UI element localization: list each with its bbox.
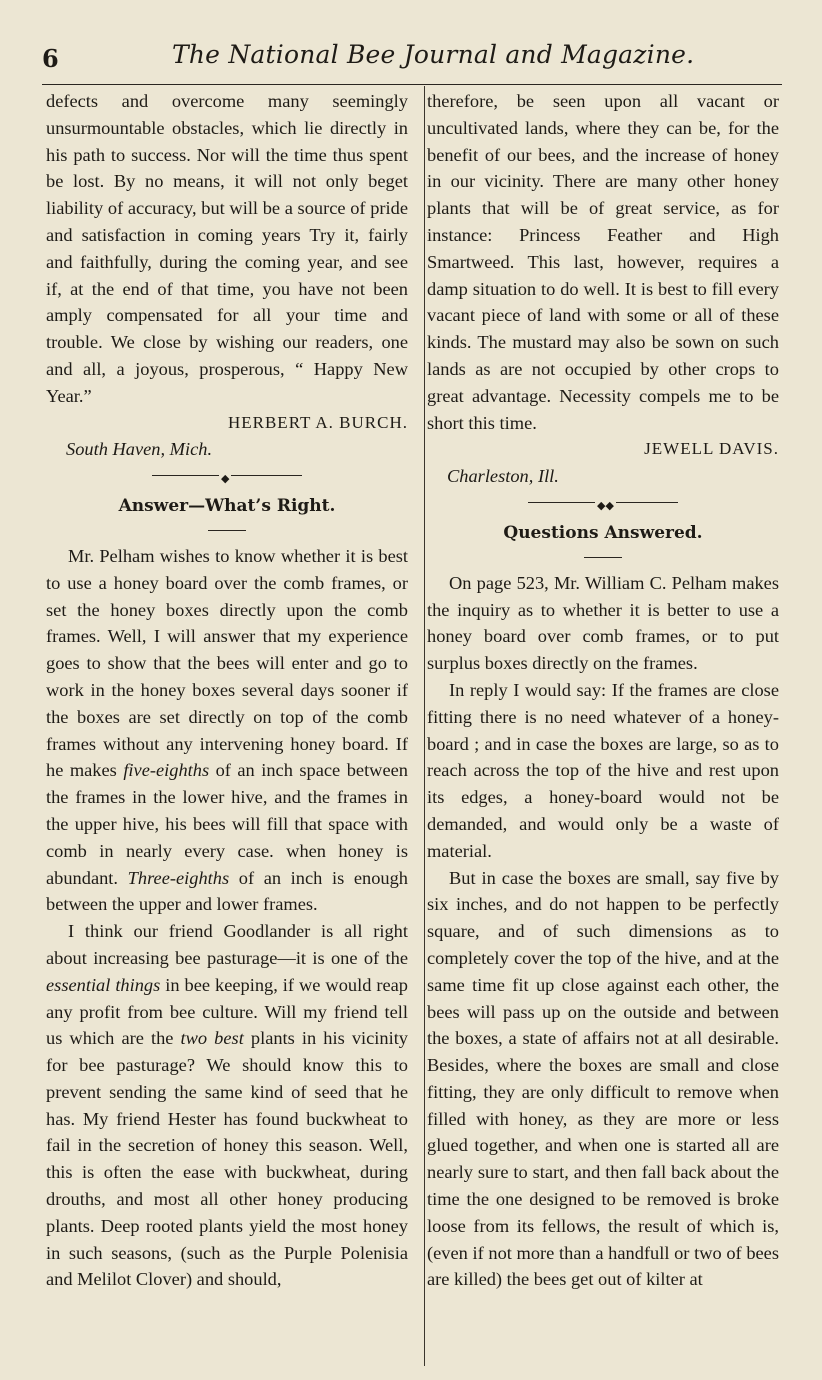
page-number: 6 xyxy=(42,44,59,73)
article-paragraph: In reply I would say: If the frames are close fitting there is no need whatever of a honey-board ; and in case the boxes are large, so as to reach across the top of the hive and rest upon its edges, a honey-board would not be demanded, and would only be a waste of material. xyxy=(427,679,779,861)
article-paragraph: On page 523, Mr. William C. Pelham makes the inquiry as to whether it is better to use a honey board over comb frames, or to put surplus boxes directly on the frames. xyxy=(427,572,779,674)
right-column xyxy=(427,88,779,1293)
header-rule xyxy=(42,84,782,85)
article-heading: Answer—What’s Right. xyxy=(118,496,336,517)
author-location: Charleston, Ill. xyxy=(447,466,559,487)
article-paragraph: Mr. Pelham wishes to know whether it is best to use a honey board over the comb frames, or set the honey boxes directly upon the comb frames. Well, I will answer that my experience goes to show that the bees will enter and go to work in the honey boxes several days sooner if the boxes are set directly on top of the comb frames without any intervening honey board. If he makes five-eighths of an inch space between the frames in the lower hive, and the frames in the upper hive, his bees will fill that space with comb in nearly every case. when honey is abundant. Three-eighths of an inch is enough between the upper and lower frames. xyxy=(46,545,409,915)
heading-rule xyxy=(208,530,246,531)
column-divider xyxy=(424,86,425,1366)
heading-rule xyxy=(584,557,622,558)
left-column xyxy=(46,88,408,1293)
continuation-paragraph: therefore, be seen upon all vacant or uncultivated lands, where they can be, for the benefit of our bees, and the increase of honey in our vicinity. There are many other honey plants that will be of great service, as for instance: Princess Feather and High Smartweed. This last, however, requires a damp situation to do well. It is best to fill every vacant piece of land with some or all of these kinds. The mustard may also be sown on such lands as are not occupied by other crops to great advantage. Necessity compels me to be short this time. xyxy=(427,91,779,433)
section-ornament xyxy=(46,463,408,489)
page-header xyxy=(42,40,782,78)
author-signature: HERBERT A. BURCH. xyxy=(227,412,408,432)
author-signature: JEWELL DAVIS. xyxy=(644,439,779,459)
article-paragraph: But in case the boxes are small, say five by six inches, and do not happen to be perfectly square, and of such dimensions as to completely cover the top of the hive, and at the same time fit up close against each other, the bees will pass up on the outside and between the boxes, a state of affairs not at all desirable. Besides, where the boxes are small and close fitting, they are only difficult to remove when filled with honey, as they are more or less glued together, and when one is started all are nearly sure to start, and then fall back about the time the one designed to be removed is broke loose from its fellows, the result of which is, (even if not more than a handfull or two of bees are killed) the bees get out of kilter at xyxy=(427,867,779,1290)
article-heading: Questions Answered. xyxy=(503,522,703,543)
article-paragraph: I think our friend Goodlander is all right about increasing bee pasturage—it is one of the essential things in bee keeping, if we would reap any profit from bee culture. Will my friend tell us which are the two best plants in his vicinity for bee pasturage? We should know this to prevent sending the same kind of seed that he has. My friend Hester has found buckwheat to fail in the secretion of honey this season. Well, this is often the ease with buckwheat, during drouths, and most all other honey producing plants. Deep rooted plants yield the most honey in such seasons, (such as the Purple Polenisia and Melilot Clover) and should, xyxy=(46,921,409,1290)
section-ornament xyxy=(427,490,779,516)
author-location: South Haven, Mich. xyxy=(66,439,213,460)
intro-paragraph: defects and overcome many seemingly unsurmountable obstacles, which lie directly in his path to success. Nor will the time thus spent be lost. By no means, it will not only beget liability of accuracy, but will be a source of pride and satisfaction in coming years Try it, fairly and faithfully, during the coming year, and see if, at the end of that time, you have not been amply compensated for all your time and trouble. We close by wishing our readers, one and all, a joyous, prosperous, “ Happy New Year.” xyxy=(46,91,408,406)
ornament-diamond-icon: ◆◆ xyxy=(595,493,616,520)
running-title: The National Bee Journal and Magazine. xyxy=(172,40,695,69)
ornament-diamond-icon: ◆ xyxy=(219,466,231,493)
